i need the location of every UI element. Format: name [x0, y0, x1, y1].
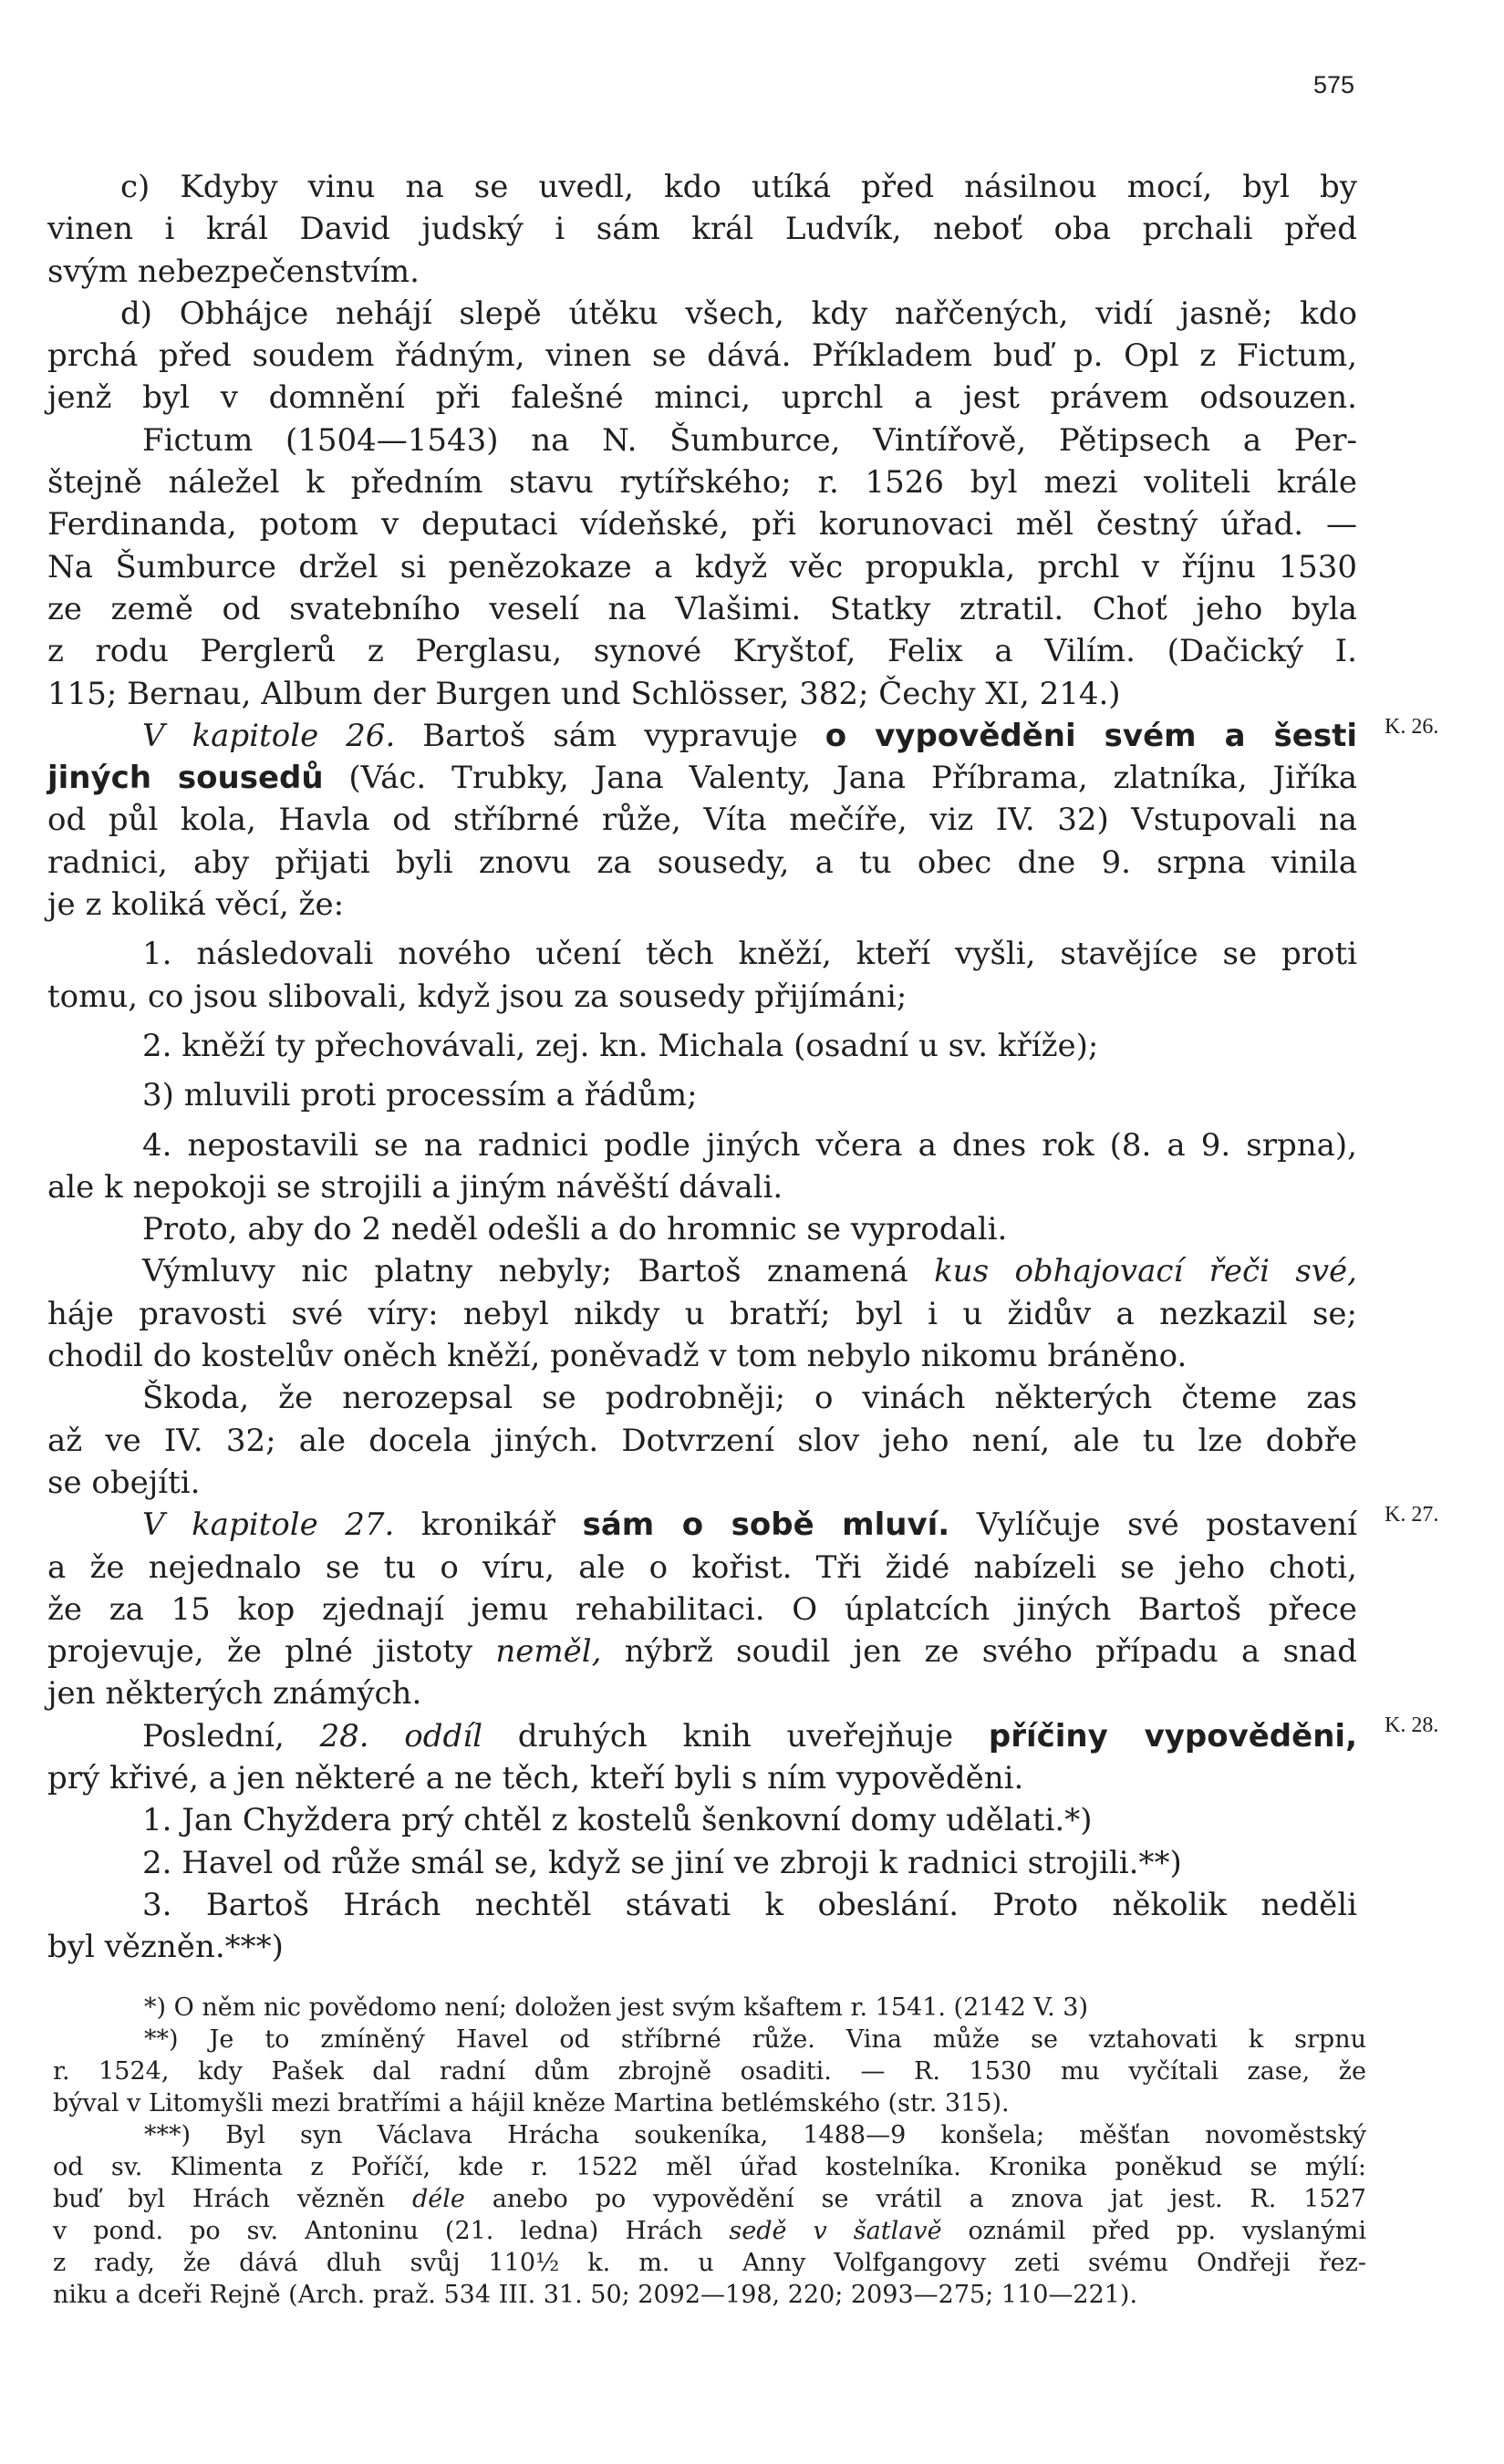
paragraph-line: c) Kdyby vinu na se uvedl, kdo utíká před násilnou mocí, byl by	[120, 169, 1357, 205]
paragraph-line: Proto, aby do 2 neděl odešli a do hromnic se vyprodali.	[142, 1211, 1008, 1248]
page-number: 575	[1313, 71, 1355, 98]
text-run: buď byl Hrách vězněn	[53, 2185, 412, 2213]
text-run: druhých knih uveřejňuje	[482, 1717, 989, 1755]
list-item: 3) mluvili proti processím a řádům;	[142, 1077, 698, 1114]
footnotes	[53, 1992, 1366, 2311]
paragraph-line: štejně náležel k předním stavu rytířského; r. 1526 byl mezi voliteli krále	[47, 464, 1357, 502]
paragraph-line: vinen i král David judský i sám král Ludvík, neboť oba prchali před	[47, 211, 1357, 248]
list-item: 1. Jan Chyždera prý chtěl z kostelů šenkovní domy udělati.*)	[142, 1802, 1093, 1839]
margin-ref-k26: K. 26.	[1385, 715, 1439, 739]
paragraph-line: Škoda, že nerozepsal se podrobněji; o vinách některých čteme zas	[142, 1380, 1357, 1417]
paragraph-line: prchá před soudem řádným, vinen se dává. Příkladem buď p. Opl z Fictum,	[47, 337, 1357, 375]
paragraph-line: jen některých známých.	[47, 1675, 422, 1713]
text-run: Poslední,	[142, 1717, 320, 1755]
text-run: Bartoš sám vypravuje	[395, 717, 825, 754]
paragraph-line: ze země od svatebního veselí na Vlašimi. Statky ztratil. Choť jeho byla	[47, 590, 1357, 627]
chapter-ref: 28. oddíl	[319, 1717, 483, 1755]
list-item: 4. nepostavili se na radnici podle jiných včera a dnes rok (8. a 9. srpna),	[142, 1126, 1357, 1164]
text-run: v pond. po sv. Antoninu (21. ledna) Hrách	[53, 2217, 730, 2245]
footnote-3-line: niku a dceři Rejně (Arch. praž. 534 III. 31. 50; 2092—198, 220; 2093—275; 110—221).	[53, 2281, 1138, 2309]
list-item: 3. Bartoš Hrách nechtěl stávati k obeslání. Proto několik neděli	[142, 1886, 1357, 1923]
italic-run: kus obhajovací řeči své,	[934, 1253, 1357, 1290]
emphasis: o vypověděni svém a šesti	[825, 717, 1357, 754]
margin-ref-k28: K. 28.	[1385, 1713, 1439, 1737]
italic-run: sedě v šatlavě	[729, 2217, 942, 2245]
text-run: oznámil před pp. vyslanými	[941, 2217, 1367, 2245]
paragraph-line	[47, 757, 1357, 799]
footnote-3-line: od sv. Klimenta z Poříčí, kde r. 1522 měl úřad kostelníka. Kronika poněkud se mýlí:	[53, 2153, 1366, 2181]
paragraph-line: že za 15 kop zjednají jemu rehabilitaci. O úplatcích jiných Bartoš přece	[47, 1590, 1357, 1628]
text-run: Vylíčuje své postavení	[949, 1506, 1357, 1544]
paragraph-line: Fictum (1504—1543) na N. Šumburce, Vintířově, Pětipsech a Per-	[142, 421, 1357, 459]
list-item: tomu, co jsou slibovali, když jsou za sousedy přijímáni;	[47, 978, 908, 1015]
chapter-ref: V kapitole 27.	[142, 1506, 395, 1544]
paragraph-line: se obejíti.	[47, 1464, 201, 1501]
paragraph-line	[47, 715, 1357, 757]
list-item: 1. následovali nového učení těch kněží, kteří vyšli, stavějíce se proti	[142, 936, 1357, 973]
paragraph-line: 115; Bernau, Album der Burgen und Schlösser, 382; Čechy XI, 214.)	[47, 675, 1121, 712]
emphasis: jiných sousedů	[47, 760, 324, 797]
text-run: Výmluvy nic platny nebyly; Bartoš znamená	[142, 1253, 935, 1290]
paragraph-line: radnici, aby přijati byli znovu za sousedy, a tu obec dne 9. srpna vinila	[47, 844, 1357, 881]
footnote-2: **) Je to zmíněný Havel od stříbrné růže. Vina může se vztahovati k srpnu	[144, 2025, 1366, 2054]
emphasis: příčiny vypověděni,	[988, 1717, 1357, 1755]
paragraph-line: d) Obhájce nehájí slepě útěku všech, kdy nařčených, vidí jasně; kdo	[120, 295, 1357, 332]
text-run: projevuje, že plné jistoty	[47, 1633, 496, 1671]
paragraph-line	[47, 1631, 1357, 1672]
margin-ref-k27: K. 27.	[1385, 1503, 1439, 1527]
emphasis: sám o sobě mluví.	[582, 1506, 950, 1544]
paragraph-line: háje pravosti své víry: nebyl nikdy u bratří; byl i u židův a nezkazil se;	[47, 1295, 1357, 1332]
paragraph-line: je z koliká věcí, že:	[47, 886, 345, 924]
footnote-3-line	[53, 2183, 1366, 2215]
paragraph-line	[47, 1504, 1357, 1546]
paragraph-line: chodil do kostelův oněch kněží, poněvadž v tom nebylo nikomu bráněno.	[47, 1338, 1188, 1375]
footnote-3-line	[53, 2215, 1366, 2247]
paragraph-line	[47, 1250, 1357, 1292]
paragraph-line: svým nebezpečenstvím.	[47, 253, 420, 290]
paragraph-line: od půl kola, Havla od stříbrné růže, Víta mečíře, viz IV. 32) Vstupovali na	[47, 802, 1357, 839]
footnote-2-line: r. 1524, kdy Pašek dal radní dům zbrojně osaditi. — R. 1530 mu vyčítali zase, že	[53, 2057, 1366, 2086]
footnote-2-line: býval v Litomyšli mezi bratřími a hájil kněze Martina betlémského (str. 315).	[53, 2089, 1010, 2117]
text-run: anebo po vypovědění se vrátil a znova jat jest. R. 1527	[464, 2185, 1366, 2213]
text-run: (Vác. Trubky, Jana Valenty, Jana Příbrama, zlatníka, Jiříka	[323, 760, 1358, 797]
italic-run: neměl,	[495, 1633, 602, 1671]
footnote-3: ***) Byl syn Václava Hrácha soukeníka, 1488—9 konšela; měšťan novoměstský	[144, 2121, 1366, 2149]
paragraph-line	[47, 1715, 1357, 1757]
italic-run: déle	[412, 2185, 465, 2213]
paragraph-line: až ve IV. 32; ale docela jiných. Dotvrzení slov jeho není, ale tu lze dobře	[47, 1422, 1357, 1459]
list-item: 2. Havel od růže smál se, když se jiní ve zbroji k radnici strojili.**)	[142, 1844, 1182, 1881]
text-run: nýbrž soudil jen ze svého případu a snad	[601, 1633, 1357, 1671]
text-run: kronikář	[394, 1506, 583, 1544]
list-item: ale k nepokoji se strojili a jiným návěští dávali.	[47, 1168, 783, 1206]
paragraph-line: prý křivé, a jen některé a ne těch, kteří byli s ním vypověděni.	[47, 1759, 1024, 1796]
list-item: byl vězněn.***)	[47, 1929, 284, 1966]
paragraph-line: Ferdinanda, potom v deputaci vídeňské, při korunovaci měl čestný úřad. —	[47, 506, 1357, 544]
footnote-1: *) O něm nic povědomo není; doložen jest svým kšaftem r. 1541. (2142 V. 3)	[144, 1993, 1089, 2022]
main-text	[47, 166, 1357, 1968]
paragraph-line: z rodu Perglerů z Perglasu, synové Kryštof, Felix a Vilím. (Dačický I.	[47, 633, 1357, 670]
paragraph-line: a že nejednalo se tu o víru, ale o kořist. Tři židé nabízeli se jeho choti,	[47, 1548, 1357, 1586]
chapter-ref: V kapitole 26.	[142, 717, 396, 754]
list-item: 2. kněží ty přechovávali, zej. kn. Michala (osadní u sv. kříže);	[142, 1027, 1099, 1064]
paragraph-line: jenž byl v domnění při falešné minci, uprchl a jest právem odsouzen.	[47, 379, 1357, 417]
footnote-3-line: z rady, že dává dluh svůj 110½ k. m. u Anny Volfgangovy zeti svému Ondřeji řez-	[53, 2249, 1366, 2277]
paragraph-line: Na Šumburce držel si penězokaze a když věc propukla, prchl v říjnu 1530	[47, 548, 1357, 585]
